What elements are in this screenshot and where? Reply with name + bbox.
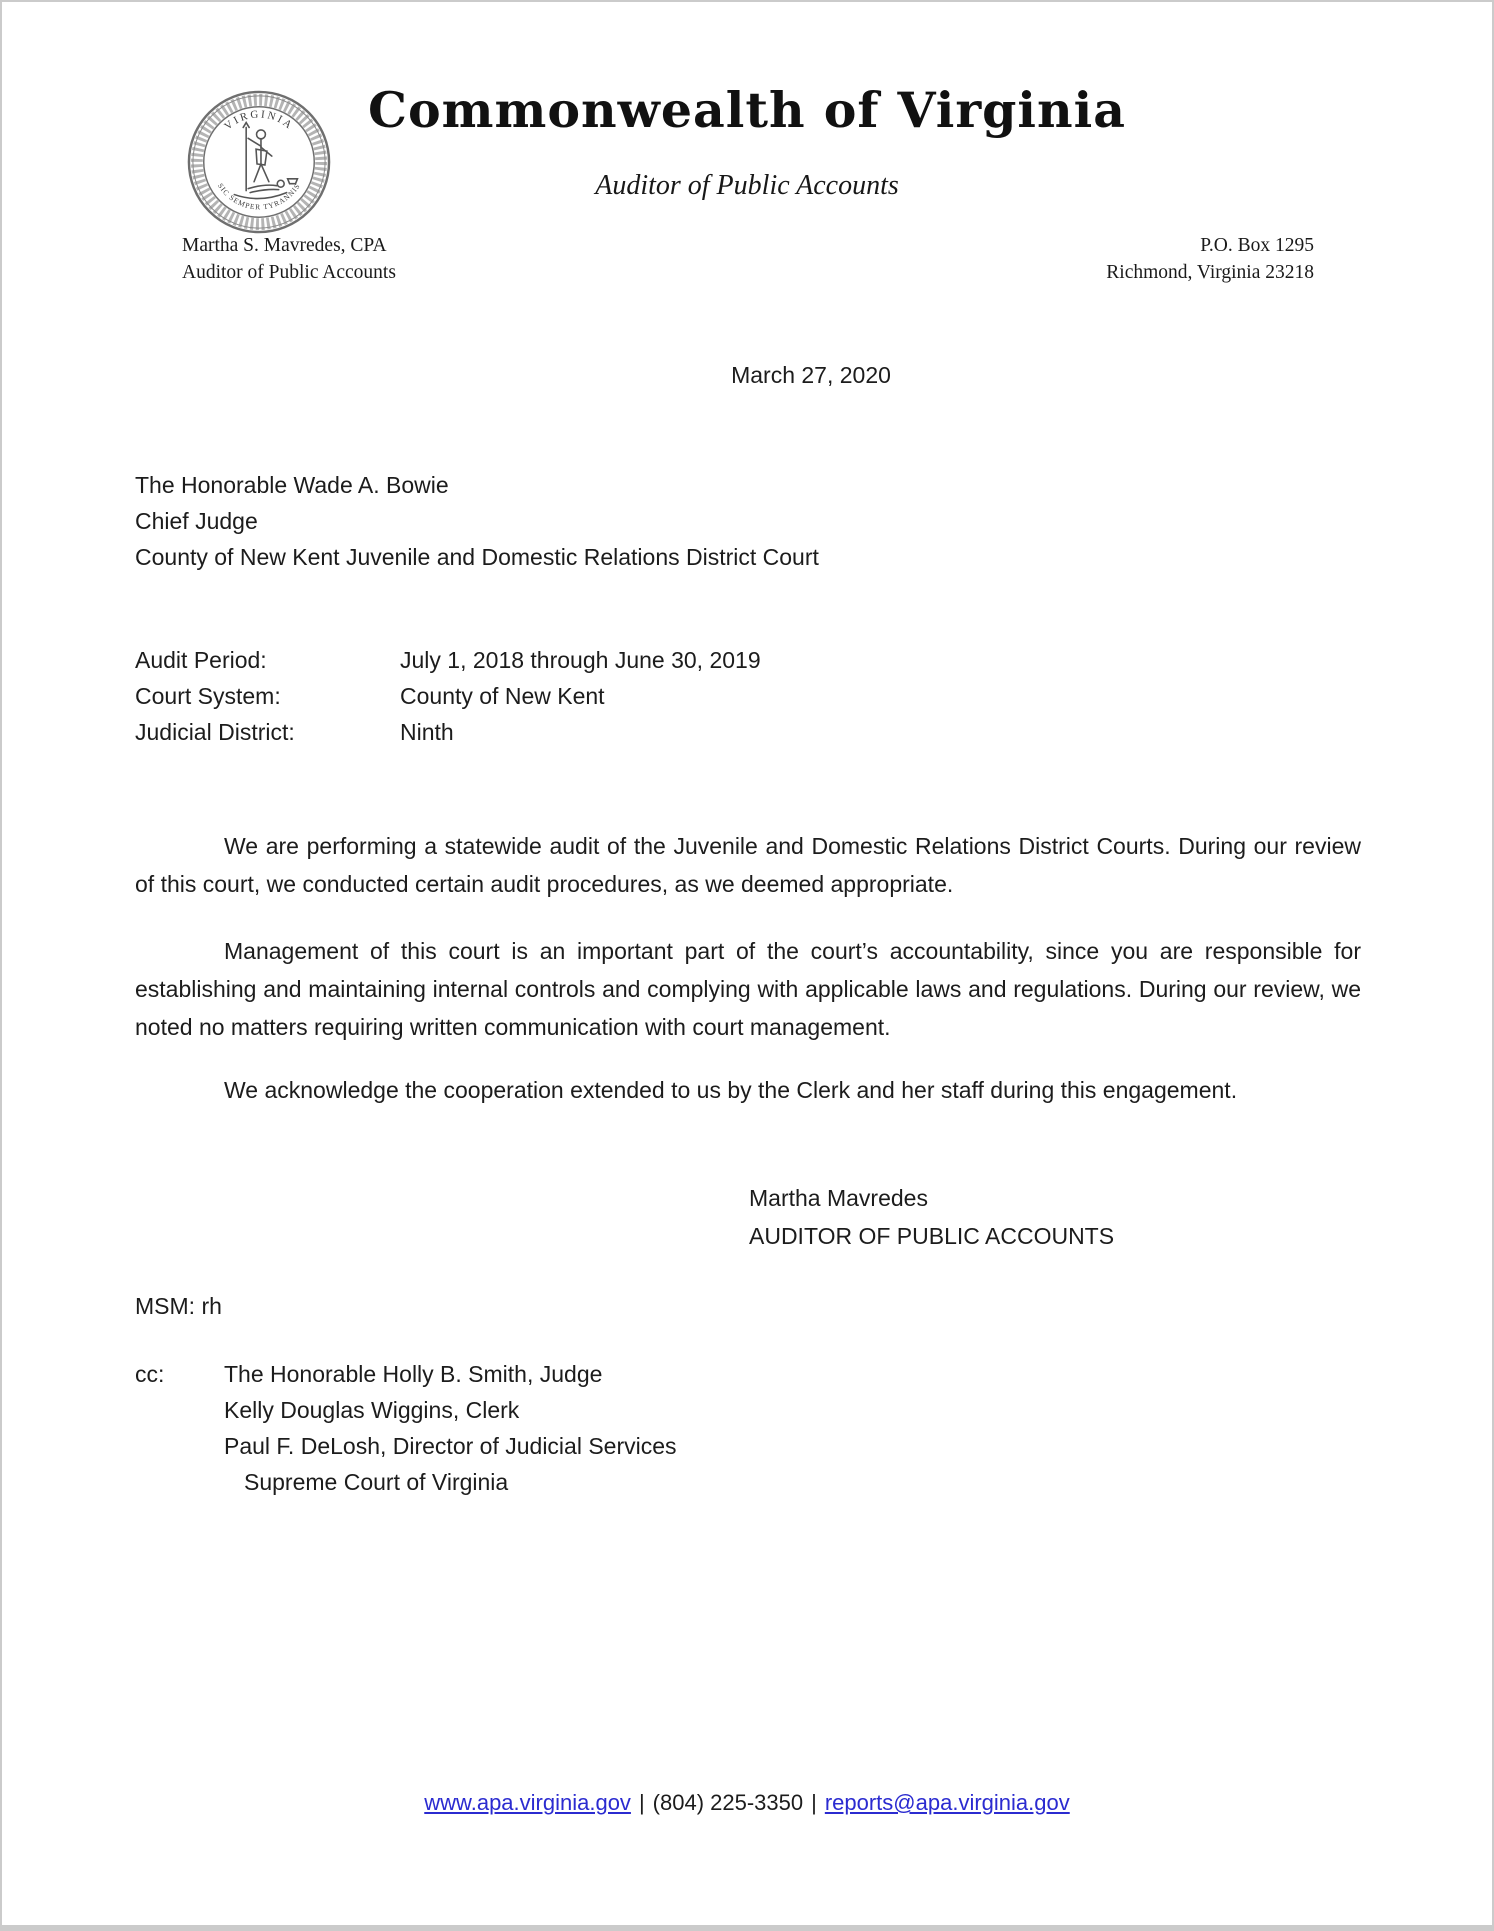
recipient-title: Chief Judge xyxy=(135,507,258,534)
cc-label: cc: xyxy=(135,1360,165,1387)
official-title: Auditor of Public Accounts xyxy=(182,261,396,283)
signature-title: AUDITOR OF PUBLIC ACCOUNTS xyxy=(749,1222,1115,1249)
letter-date: March 27, 2020 xyxy=(731,361,891,388)
detail-label: Judicial District: xyxy=(135,718,295,745)
page-footer xyxy=(2,1790,1492,1816)
seal-top-text: VIRGINIA xyxy=(222,108,296,133)
signature-name: Martha Mavredes xyxy=(749,1184,928,1211)
signature-block xyxy=(749,1179,1492,1255)
cc-recipient: The Honorable Holly B. Smith, Judge xyxy=(224,1360,603,1387)
seal-bottom-text: SIC SEMPER TYRANNIS xyxy=(215,181,303,212)
detail-value: Ninth xyxy=(400,718,454,745)
detail-row-court-system xyxy=(135,678,1361,714)
official-name: Martha S. Mavredes, CPA xyxy=(182,234,387,256)
cc-recipient: Kelly Douglas Wiggins, Clerk xyxy=(224,1396,520,1423)
official-block xyxy=(182,232,396,286)
address-block xyxy=(1106,232,1314,286)
footer-separator: | xyxy=(811,1790,817,1815)
detail-value: County of New Kent xyxy=(400,682,605,709)
body-paragraph: We are performing a statewide audit of the Juvenile and Domestic Relations District Courts. During our review of this court, we conducted certain audit procedures, as we deemed appropriate. xyxy=(135,832,1361,897)
footer-separator: | xyxy=(638,1790,645,1815)
detail-row-audit-period xyxy=(135,642,1361,678)
page-title: Commonwealth of Virginia xyxy=(368,81,1126,139)
body-paragraph: Management of this court is an important part of the court’s accountability, since you are responsible for establishing and maintaining internal controls and complying with applicable laws and regulations. During our review, we noted no matters requiring written communication with court management. xyxy=(135,937,1361,1040)
address-line-1: P.O. Box 1295 xyxy=(1200,234,1314,256)
seal-virtus-figure xyxy=(234,123,297,199)
detail-label: Audit Period: xyxy=(135,646,267,673)
detail-value: July 1, 2018 through June 30, 2019 xyxy=(400,646,761,673)
recipient-block xyxy=(135,467,1361,575)
phone-number: (804) 225-3350 xyxy=(652,1790,804,1815)
cc-recipient: Paul F. DeLosh, Director of Judicial Services xyxy=(224,1432,677,1459)
detail-row-judicial-district xyxy=(135,714,1361,750)
detail-label: Court System: xyxy=(135,682,281,709)
letterhead xyxy=(2,2,1492,286)
recipient-name: The Honorable Wade A. Bowie xyxy=(135,471,449,498)
email-link[interactable]: reports@apa.virginia.gov xyxy=(824,1790,1070,1815)
website-link[interactable]: www.apa.virginia.gov xyxy=(424,1790,631,1815)
cc-block xyxy=(135,1356,1492,1500)
address-line-2: Richmond, Virginia 23218 xyxy=(1106,261,1314,283)
page-subtitle: Auditor of Public Accounts xyxy=(595,169,899,201)
body-paragraph: We acknowledge the cooperation extended to us by the Clerk and her staff during this engagement. xyxy=(224,1076,1238,1103)
virginia-state-seal-icon xyxy=(185,86,333,238)
recipient-court: County of New Kent Juvenile and Domestic Relations District Court xyxy=(135,543,819,570)
reference-initials: MSM: rh xyxy=(135,1292,222,1319)
cc-recipient: Supreme Court of Virginia xyxy=(244,1468,509,1495)
audit-details xyxy=(135,642,1361,750)
